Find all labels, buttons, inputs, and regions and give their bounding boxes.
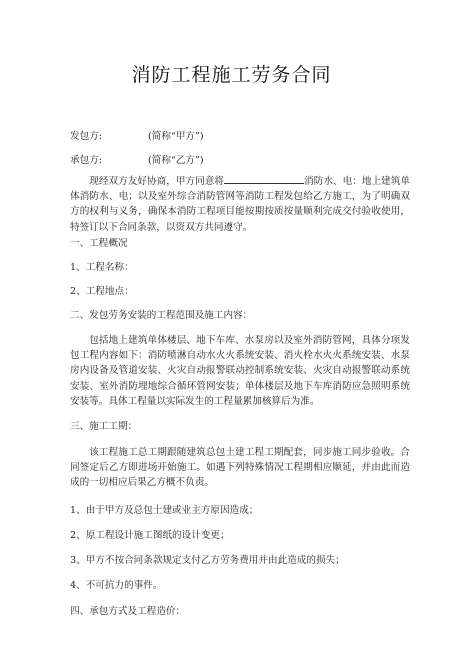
document-title: 消防工程施工劳务合同 (131, 64, 332, 86)
delay-case-3: 3、甲方不按合同条款规定支付乙方劳务费用并由此造成的损失； (70, 555, 345, 566)
section-heading-3: 三、施工工期： (70, 421, 138, 432)
schedule-paragraph: 该工程施工总工期跟随建筑总包土建工程工期配套，同步施工同步验收。合同签定后乙方即进场开始施工。如遇下列特殊情况工程期相应顺延，并由此而造成的一切相应后果乙方概不负责。 (70, 447, 410, 489)
project-name-blank (224, 174, 304, 184)
section-heading-4: 四、承包方式及工程造价： (70, 606, 186, 617)
delay-case-4: 4、不可抗力的事件。 (70, 580, 163, 591)
project-name-item: 1、工程名称： (70, 262, 134, 273)
section-heading-1: 一、工程概况 (70, 238, 128, 249)
party-b-note: (简称“乙方”) (148, 155, 204, 166)
section-heading-2: 二、发包劳务安装的工程范围及施工内容： (70, 310, 253, 321)
delay-case-2: 2、原工程设计施工图纸的设计变更； (70, 530, 230, 541)
party-b-label: 承包方: (70, 155, 103, 166)
scope-paragraph: 包括地上建筑单体楼层、地下车库、水泵房以及室外消防管网，具体分项发包工程内容如下：消防喷淋自动水火火系统安装、消火栓水火火系统安装、水泵房内设备及管道安装、火灾自动报警联动控制系统安装、火灾自动报警联动系统安装、室外消防埋地综合循环管网安装；单体楼层及地下车库消防应急照明系统安装等。具体工程量以实际发生的工程量累加核算后为准。 (70, 335, 410, 407)
intro-text-after: 消防水、电：地上建筑单体消防水、电；以及室外综合消防管网等消防工程发包给乙方施工，为了明确双方的权利与义务，确保本消防工程项目能按期按质按量顺利完成交付验收使用，特签订以下合同条款，以资双方共同遵守。 (70, 176, 411, 233)
intro-paragraph (70, 174, 410, 235)
delay-case-1: 1、由于甲方及总包土建或业主方原因造成； (70, 505, 259, 516)
intro-text-before: 现经双方友好协商，甲方同意将 (89, 176, 225, 187)
party-a-note: (简称“甲方”) (148, 131, 204, 142)
project-location-item: 2、工程地点： (70, 286, 134, 297)
party-a-label: 发包方: (70, 131, 103, 142)
